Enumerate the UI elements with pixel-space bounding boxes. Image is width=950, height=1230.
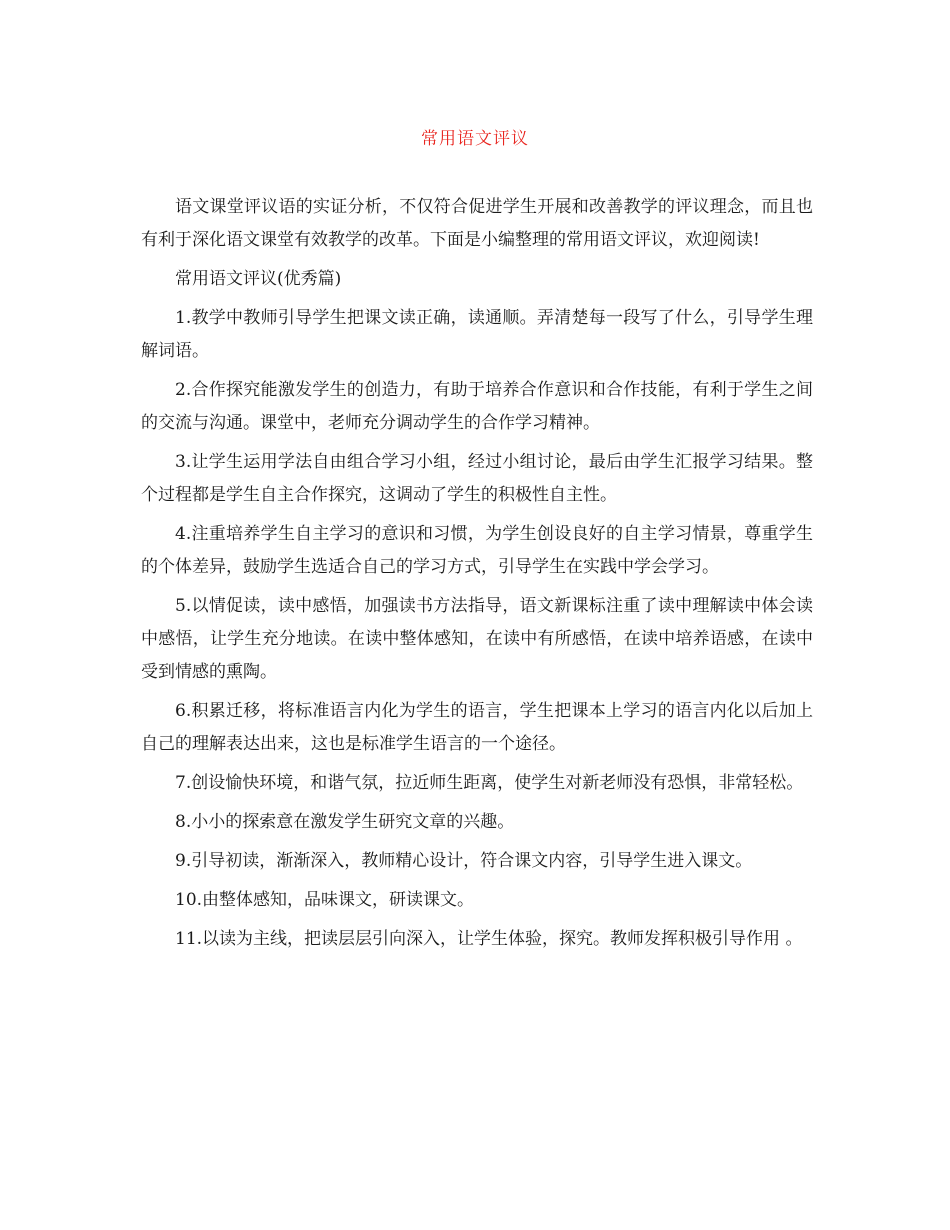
list-item: 11.以读为主线，把读层层引向深入，让学生体验，探究。教师发挥积极引导作用 。 [175,929,803,949]
list-item: 3.让学生运用学法自由组合学习小组，经过小组讨论，最后由学生汇报学习结果。整个过程都是学生自主合作探究，这调动了学生的积极性自主性。 [141,452,813,505]
list-item: 9.引导初读，渐渐深入，教师精心设计，符合课文内容，引导学生进入课文。 [175,851,753,871]
list-item: 8.小小的探索意在激发学生研究文章的兴趣。 [175,812,515,832]
document-body [141,191,813,962]
list-item: 4.注重培养学生自主学习的意识和习惯，为学生创设良好的自主学习情景，尊重学生的个体差异，鼓励学生选适合自己的学习方式，引导学生在实践中学会学习。 [141,524,813,577]
list-item: 5.以情促读，读中感悟，加强读书方法指导，语文新课标注重了读中理解读中体会读中感悟，让学生充分地读。在读中整体感知，在读中有所感悟，在读中培养语感，在读中受到情感的熏陶。 [141,596,813,682]
list-item: 10.由整体感知，品味课文，研读课文。 [175,890,475,910]
list-item: 1.教学中教师引导学生把课文读正确，读通顺。弄清楚每一段写了什么，引导学生理解词语。 [141,308,813,361]
intro-paragraph: 语文课堂评议语的实证分析，不仅符合促进学生开展和改善教学的评议理念，而且也有利于深化语文课堂有效教学的改革。下面是小编整理的常用语文评议，欢迎阅读! [141,197,813,250]
list-item: 7.创设愉快环境，和谐气氛，拉近师生距离，使学生对新老师没有恐惧，非常轻松。 [175,773,804,793]
section-heading: 常用语文评议(优秀篇) [175,269,342,289]
list-item: 6.积累迁移，将标准语言内化为学生的语言，学生把课本上学习的语言内化以后加上自己的理解表达出来，这也是标准学生语言的一个途径。 [141,701,813,754]
document-title: 常用语文评议 [421,129,529,149]
list-item: 2.合作探究能激发学生的创造力，有助于培养合作意识和合作技能，有利于学生之间的交流与沟通。课堂中，老师充分调动学生的合作学习精神。 [141,380,813,433]
